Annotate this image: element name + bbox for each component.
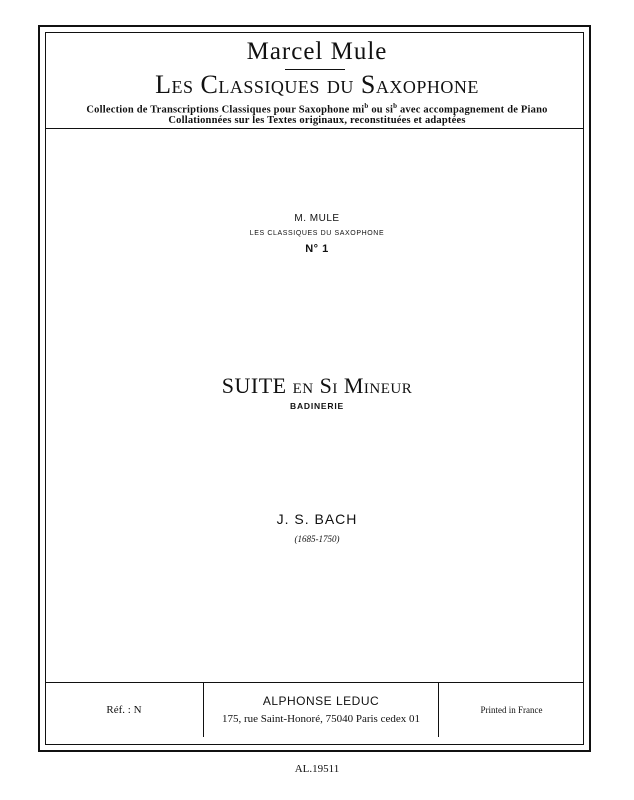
work-title: [0, 373, 634, 399]
work-subtitle: BADINERIE: [290, 401, 344, 411]
catalog-number: AL.19511: [294, 763, 340, 775]
work-title-rest: en Si Mineur: [292, 373, 413, 398]
header-collection-line: [0, 102, 634, 116]
composer-name: J. S. BACH: [276, 511, 358, 527]
footer-printed: Printed in France: [480, 704, 543, 715]
work-title-main: SUITE: [221, 373, 287, 398]
flat-symbol-1: b: [364, 102, 369, 110]
flat-symbol-2: b: [393, 102, 398, 110]
collection-text-3: avec accompagnement de Piano: [397, 104, 548, 116]
footer-publisher-block: [204, 682, 438, 737]
header-series-title: Les Classiques du Saxophone: [155, 70, 479, 99]
series-name: LES CLASSIQUES DU SAXOPHONE: [249, 230, 385, 237]
series-number: N° 1: [305, 243, 329, 255]
composer-dates: (1685-1750): [294, 534, 340, 544]
footer-reference: Réf. : N: [106, 703, 142, 716]
collection-text-1: Collection de Transcriptions Classiques pour Saxophone mi: [86, 104, 365, 116]
header-collation-line: Collationnées sur les Textes originaux, reconstituées et adaptées: [168, 115, 466, 126]
series-author: M. MULE: [294, 213, 340, 224]
header-divider: [45, 128, 584, 129]
publisher-name: ALPHONSE LEDUC: [262, 694, 380, 708]
publisher-address: 175, rue Saint-Honoré, 75040 Paris cedex 01: [222, 713, 420, 725]
collection-text-2: ou si: [368, 104, 394, 116]
header-author: Marcel Mule: [246, 38, 388, 65]
